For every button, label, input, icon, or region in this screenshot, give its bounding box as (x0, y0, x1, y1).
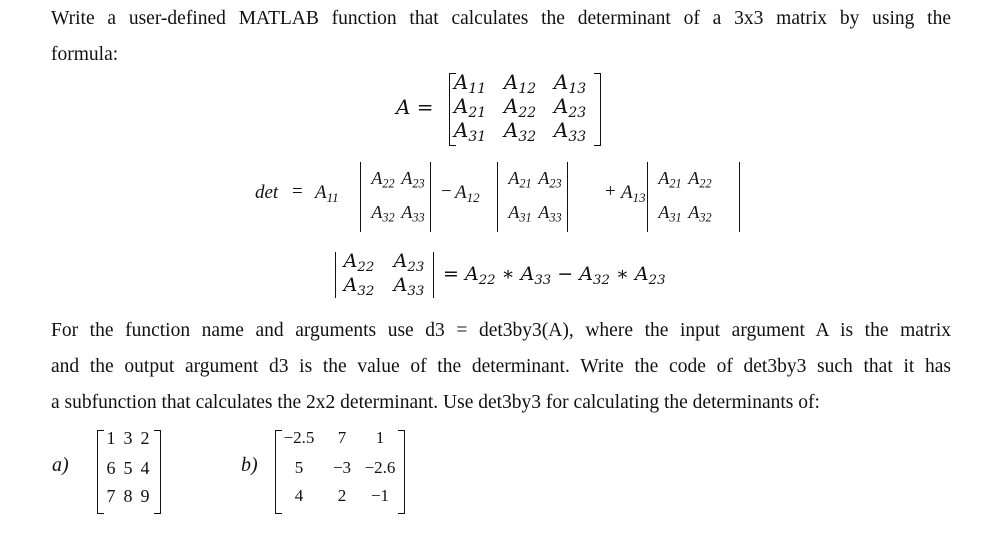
det-sign: + (605, 181, 616, 202)
det-label: det (255, 182, 279, 203)
det-minor-cell: $A_{23}$ (401, 168, 425, 191)
matrix-a-cell: $A_{12}$ (503, 70, 537, 98)
matrix-a-cell: $A_{22}$ (503, 94, 537, 122)
example-b-cell: 7 (337, 428, 347, 447)
det-coefficient: $A_{11}$ (315, 182, 339, 205)
matrix-a-right-bracket (594, 73, 601, 146)
example-b-cell: −1 (370, 486, 390, 505)
example-b-cell: −2.5 (283, 428, 315, 447)
det-minor-cell: $A_{33}$ (538, 202, 562, 225)
det-coefficient: $A_{13}$ (621, 182, 646, 205)
example-b-cell: 5 (294, 458, 304, 477)
example-a-cell: 1 (106, 428, 116, 448)
intro-line-1: Write a user-defined MATLAB function that calculates the determinant of a 3x3 matrix by using the (51, 8, 951, 29)
det-formula (255, 160, 750, 235)
instructions-line-2: and the output argument d3 is the value of the determinant. Write the code of det3by3 such that it has (51, 356, 951, 377)
example-b-cell: 2 (337, 486, 347, 505)
det-minor-cell: $A_{33}$ (401, 202, 425, 225)
example-a-cell: 8 (123, 486, 133, 506)
det-minor-cell: $A_{21}$ (658, 168, 682, 191)
det-minor-cell: $A_{31}$ (658, 202, 682, 225)
example-a-label: a) (52, 454, 69, 476)
matrix-a-cell: $A_{11}$ (453, 70, 487, 98)
det2-right-bar (433, 252, 434, 298)
instructions-line-3: a subfunction that calculates the 2x2 determinant. Use det3by3 for calculating the determinants of: (51, 392, 820, 413)
det2-cell: $A_{32}$ (343, 274, 375, 299)
example-b-cell: −2.6 (364, 458, 396, 477)
det2-formula (333, 250, 673, 302)
det-minor-cell: $A_{32}$ (688, 202, 712, 225)
example-b-label: b) (241, 454, 258, 476)
example-a-cell: 6 (106, 458, 116, 478)
det-minor-cell: $A_{23}$ (538, 168, 562, 191)
example-a-cell: 4 (140, 458, 150, 478)
det-minor-cell: $A_{22}$ (371, 168, 395, 191)
example-a (52, 428, 172, 518)
matrix-a-label: A = (396, 95, 434, 119)
det2-cell: $A_{23}$ (393, 250, 425, 275)
instructions-line-1: For the function name and arguments use d3 = det3by3(A), where the input argument A is the matrix (51, 320, 951, 341)
det-minor-left-bar (647, 162, 648, 232)
det-equals: = (292, 181, 303, 202)
det2-cell: $A_{33}$ (393, 274, 425, 299)
matrix-a-cell: $A_{21}$ (453, 94, 487, 122)
example-b (241, 428, 421, 518)
det-coefficient: $A_{12}$ (455, 182, 480, 205)
det-sign: − (441, 181, 452, 202)
matrix-a-cell: $A_{13}$ (553, 70, 587, 98)
instructions-paragraph (51, 313, 951, 421)
det-minor-cell: $A_{21}$ (508, 168, 532, 191)
example-b-cell: −3 (332, 458, 352, 477)
matrix-a-cell: $A_{32}$ (503, 118, 537, 146)
det-minor-right-bar (739, 162, 740, 232)
matrix-a-cell: $A_{31}$ (453, 118, 487, 146)
det-minor-left-bar (497, 162, 498, 232)
matrix-a-cell: $A_{33}$ (553, 118, 587, 146)
det-minor-cell: $A_{32}$ (371, 202, 395, 225)
matrix-a-cell: $A_{23}$ (553, 94, 587, 122)
example-a-cell: 7 (106, 486, 116, 506)
example-b-cell: 1 (375, 428, 385, 447)
example-b-cell: 4 (294, 486, 304, 505)
intro-line-2: formula: (51, 44, 119, 65)
example-a-cell: 2 (140, 428, 150, 448)
det-minor-left-bar (360, 162, 361, 232)
det-minor-cell: $A_{22}$ (688, 168, 712, 191)
det2-cell: $A_{22}$ (343, 250, 375, 275)
matrix-a-definition (396, 70, 616, 150)
example-a-cell: 9 (140, 486, 150, 506)
example-a-cell: 5 (123, 458, 133, 478)
example-a-cell: 3 (123, 428, 133, 448)
intro-paragraph (51, 1, 951, 73)
det-minor-cell: $A_{31}$ (508, 202, 532, 225)
det2-rhs: = $A_{22}$ ∗ $A_{33} - A_{32}$ ∗ $A_{23}$ (443, 263, 666, 288)
